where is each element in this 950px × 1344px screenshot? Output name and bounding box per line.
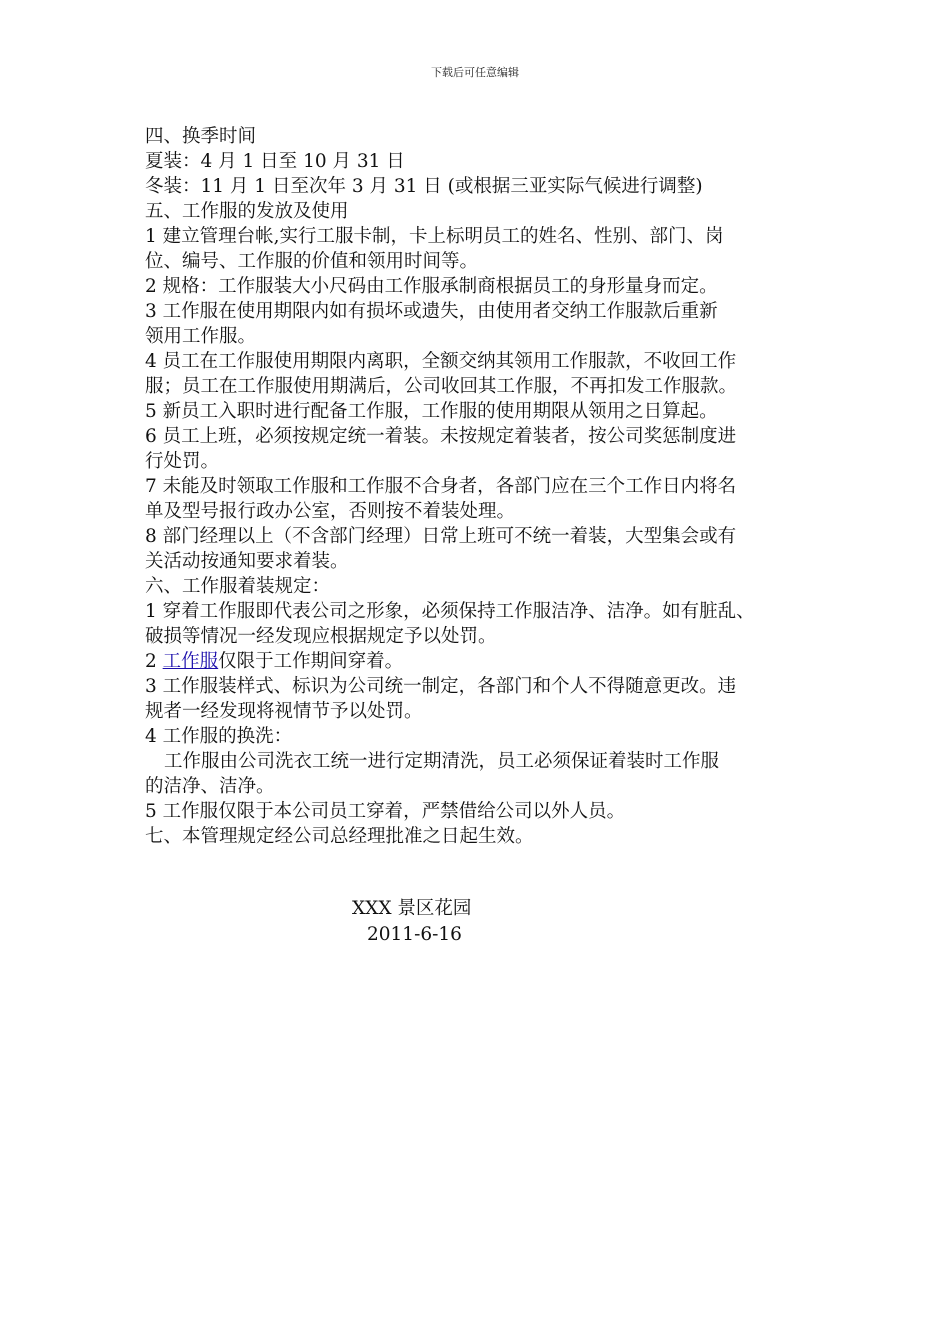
rule-5-4-line-1: 4 员工在工作服使用期限内离职，全额交纳其领用工作服款，不收回工作 <box>145 351 737 372</box>
rule-5-8-line-1: 8 部门经理以上（不含部门经理）日常上班可不统一着装，大型集会或有 <box>145 526 737 547</box>
rule-5-7-line-2: 单及型号报行政办公室，否则按不着装处理。 <box>145 501 516 522</box>
rule-6-4-title: 4 工作服的换洗： <box>145 726 293 747</box>
rule-6-1-line-1: 1 穿着工作服即代表公司之形象，必须保持工作服洁净、洁净。如有脏乱、 <box>145 601 755 622</box>
rule-6-2 <box>145 649 815 674</box>
rule-5-6-line-2: 行处罚。 <box>145 451 220 472</box>
rule-6-3-line-1: 3 工作服装样式、标识为公司统一制定，各部门和个人不得随意更改。违 <box>145 676 737 697</box>
rule-6-2-suffix: 仅限于工作期间穿着。 <box>218 651 404 672</box>
signature-date: 2011-6-16 <box>367 924 462 945</box>
rule-6-4-line-2: 的洁净、洁净。 <box>145 776 275 797</box>
section-5-title: 五、工作服的发放及使用 <box>145 201 349 222</box>
section-7-statement: 七、本管理规定经公司总经理批准之日起生效。 <box>145 826 534 847</box>
uniform-link[interactable]: 工作服 <box>162 651 219 672</box>
rule-5-1-line-1: 1 建立管理台帐,实行工服卡制，卡上标明员工的姓名、性别、部门、岗 <box>145 226 724 247</box>
rule-5-1-line-2: 位、编号、工作服的价值和领用时间等。 <box>145 251 479 272</box>
rule-6-5: 5 工作服仅限于本公司员工穿着，严禁借给公司以外人员。 <box>145 801 626 822</box>
rule-5-4-line-2: 服；员工在工作服使用期满后，公司收回其工作服，不再扣发工作服款。 <box>145 376 738 397</box>
section-4-title: 四、换季时间 <box>145 126 257 147</box>
rule-6-3-line-2: 规者一经发现将视情节予以处罚。 <box>145 701 423 722</box>
rule-5-7-line-1: 7 未能及时领取工作服和工作服不合身者，各部门应在三个工作日内将名 <box>145 476 737 497</box>
document-body <box>145 124 815 849</box>
rule-5-3-line-2: 领用工作服。 <box>145 326 257 347</box>
rule-5-5: 5 新员工入职时进行配备工作服，工作服的使用期限从领用之日算起。 <box>145 401 718 422</box>
winter-uniform-period: 冬装：11 月 1 日至次年 3 月 31 日 (或根据三亚实际气候进行调整) <box>145 176 703 197</box>
rule-6-4-line-1: 工作服由公司洗衣工统一进行定期清洗，员工必须保证着装时工作服 <box>164 751 720 772</box>
rule-5-2: 2 规格：工作服装大小尺码由工作服承制商根据员工的身形量身而定。 <box>145 276 718 297</box>
rule-6-1-line-2: 破损等情况一经发现应根据规定予以处罚。 <box>145 626 497 647</box>
summer-uniform-period: 夏装：4 月 1 日至 10 月 31 日 <box>145 151 405 172</box>
section-6-title: 六、工作服着装规定： <box>145 576 331 597</box>
rule-5-8-line-2: 关活动按通知要求着装。 <box>145 551 349 572</box>
rule-5-3-line-1: 3 工作服在使用期限内如有损坏或遗失，由使用者交纳工作服款后重新 <box>145 301 718 322</box>
signature-organization: XXX 景区花园 <box>352 898 472 919</box>
rule-6-2-prefix: 2 <box>145 651 163 672</box>
page-header-note: 下载后可任意编辑 <box>431 66 519 79</box>
rule-5-6-line-1: 6 员工上班，必须按规定统一着装。未按规定着装者，按公司奖惩制度进 <box>145 426 737 447</box>
